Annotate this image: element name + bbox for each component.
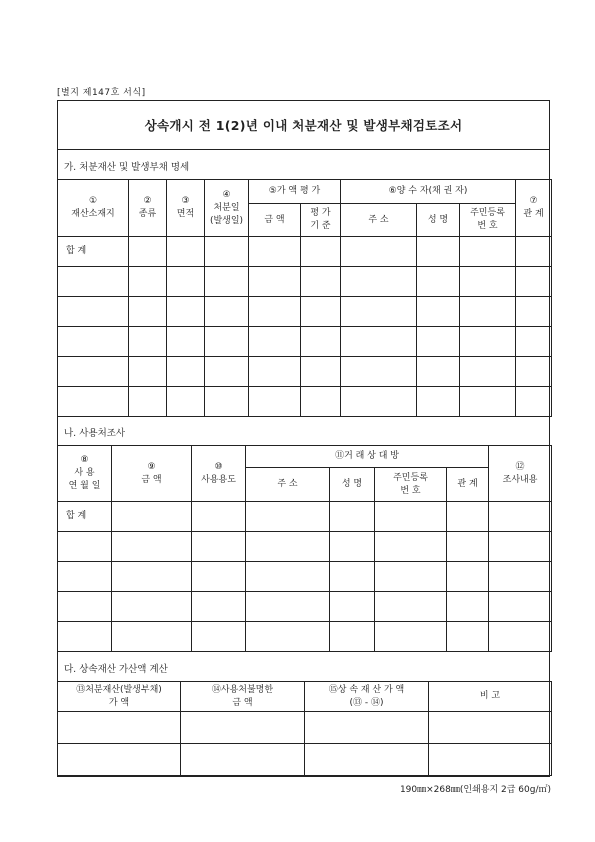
section-b-heading: 나. 사용처조사 [64, 428, 126, 439]
table-row [58, 327, 552, 357]
header-remarks: 비 고 [429, 682, 552, 712]
header-id-number: 주민등록 번 호 [375, 468, 447, 502]
table-row [58, 387, 552, 417]
section-a-heading: 가. 처분재산 및 발생부채 명세 [64, 162, 190, 173]
header-id-number: 주민등록 번 호 [460, 204, 516, 237]
section-c-heading: 다. 상속재산 가산액 계산 [64, 664, 168, 675]
header-amount: 금 액 [249, 204, 301, 237]
header-relation: ⑦ 관 계 [516, 180, 552, 237]
header-unexplained-amount: ⑭사용처불명한 금 액 [181, 682, 305, 712]
header-area: ③ 면적 [167, 180, 205, 237]
header-use-date: ⑧ 사 용 연 월 일 [58, 446, 112, 502]
disposed-assets-table [57, 179, 552, 417]
total-label: 합 계 [58, 237, 129, 267]
header-inheritance-value: ⑮상 속 재 산 가 액 (⑬ - ⑭) [305, 682, 429, 712]
header-purpose: ⑩ 사용용도 [192, 446, 246, 502]
table-row [58, 357, 552, 387]
table-row [58, 502, 552, 532]
header-disposal-date: ④ 처분일 (발생일) [205, 180, 249, 237]
table-row [58, 712, 552, 744]
table-row [58, 267, 552, 297]
header-name: 성 명 [330, 468, 375, 502]
header-name: 성 명 [417, 204, 460, 237]
header-valuation-basis: 평 가 기 준 [301, 204, 341, 237]
header-valuation: ⑤가 액 평 가 [249, 180, 341, 204]
table-row [58, 237, 552, 267]
total-label: 합 계 [58, 502, 112, 532]
header-disposal-value: ⑬처분재산(발생부채) 가 액 [58, 682, 181, 712]
header-location: ① 재산소재지 [58, 180, 129, 237]
header-address: 주 소 [341, 204, 417, 237]
header-amount: ⑨ 금 액 [112, 446, 192, 502]
header-result: ⑫ 조사내용 [489, 446, 552, 502]
header-transferee: ⑥양 수 자(채 권 자) [341, 180, 516, 204]
table-row [58, 297, 552, 327]
usage-investigation-table [57, 445, 552, 652]
table-row [58, 744, 552, 776]
form-frame [57, 100, 550, 777]
table-row [58, 532, 552, 562]
header-type: ② 종류 [129, 180, 167, 237]
table-row [58, 562, 552, 592]
inheritance-addition-table [57, 681, 552, 776]
paper-spec-footer: 190㎜×268㎜(인쇄용지 2급 60g/㎡) [399, 785, 551, 795]
form-title: 상속개시 전 1(2)년 이내 처분재산 및 발생부채검토조서 [58, 101, 549, 150]
header-address: 주 소 [246, 468, 330, 502]
table-row [58, 622, 552, 652]
form-reference: [별지 제147호 서식] [57, 88, 146, 98]
header-relation: 관 계 [447, 468, 489, 502]
header-counterparty: ⑪거 래 상 대 방 [246, 446, 489, 468]
table-row [58, 592, 552, 622]
